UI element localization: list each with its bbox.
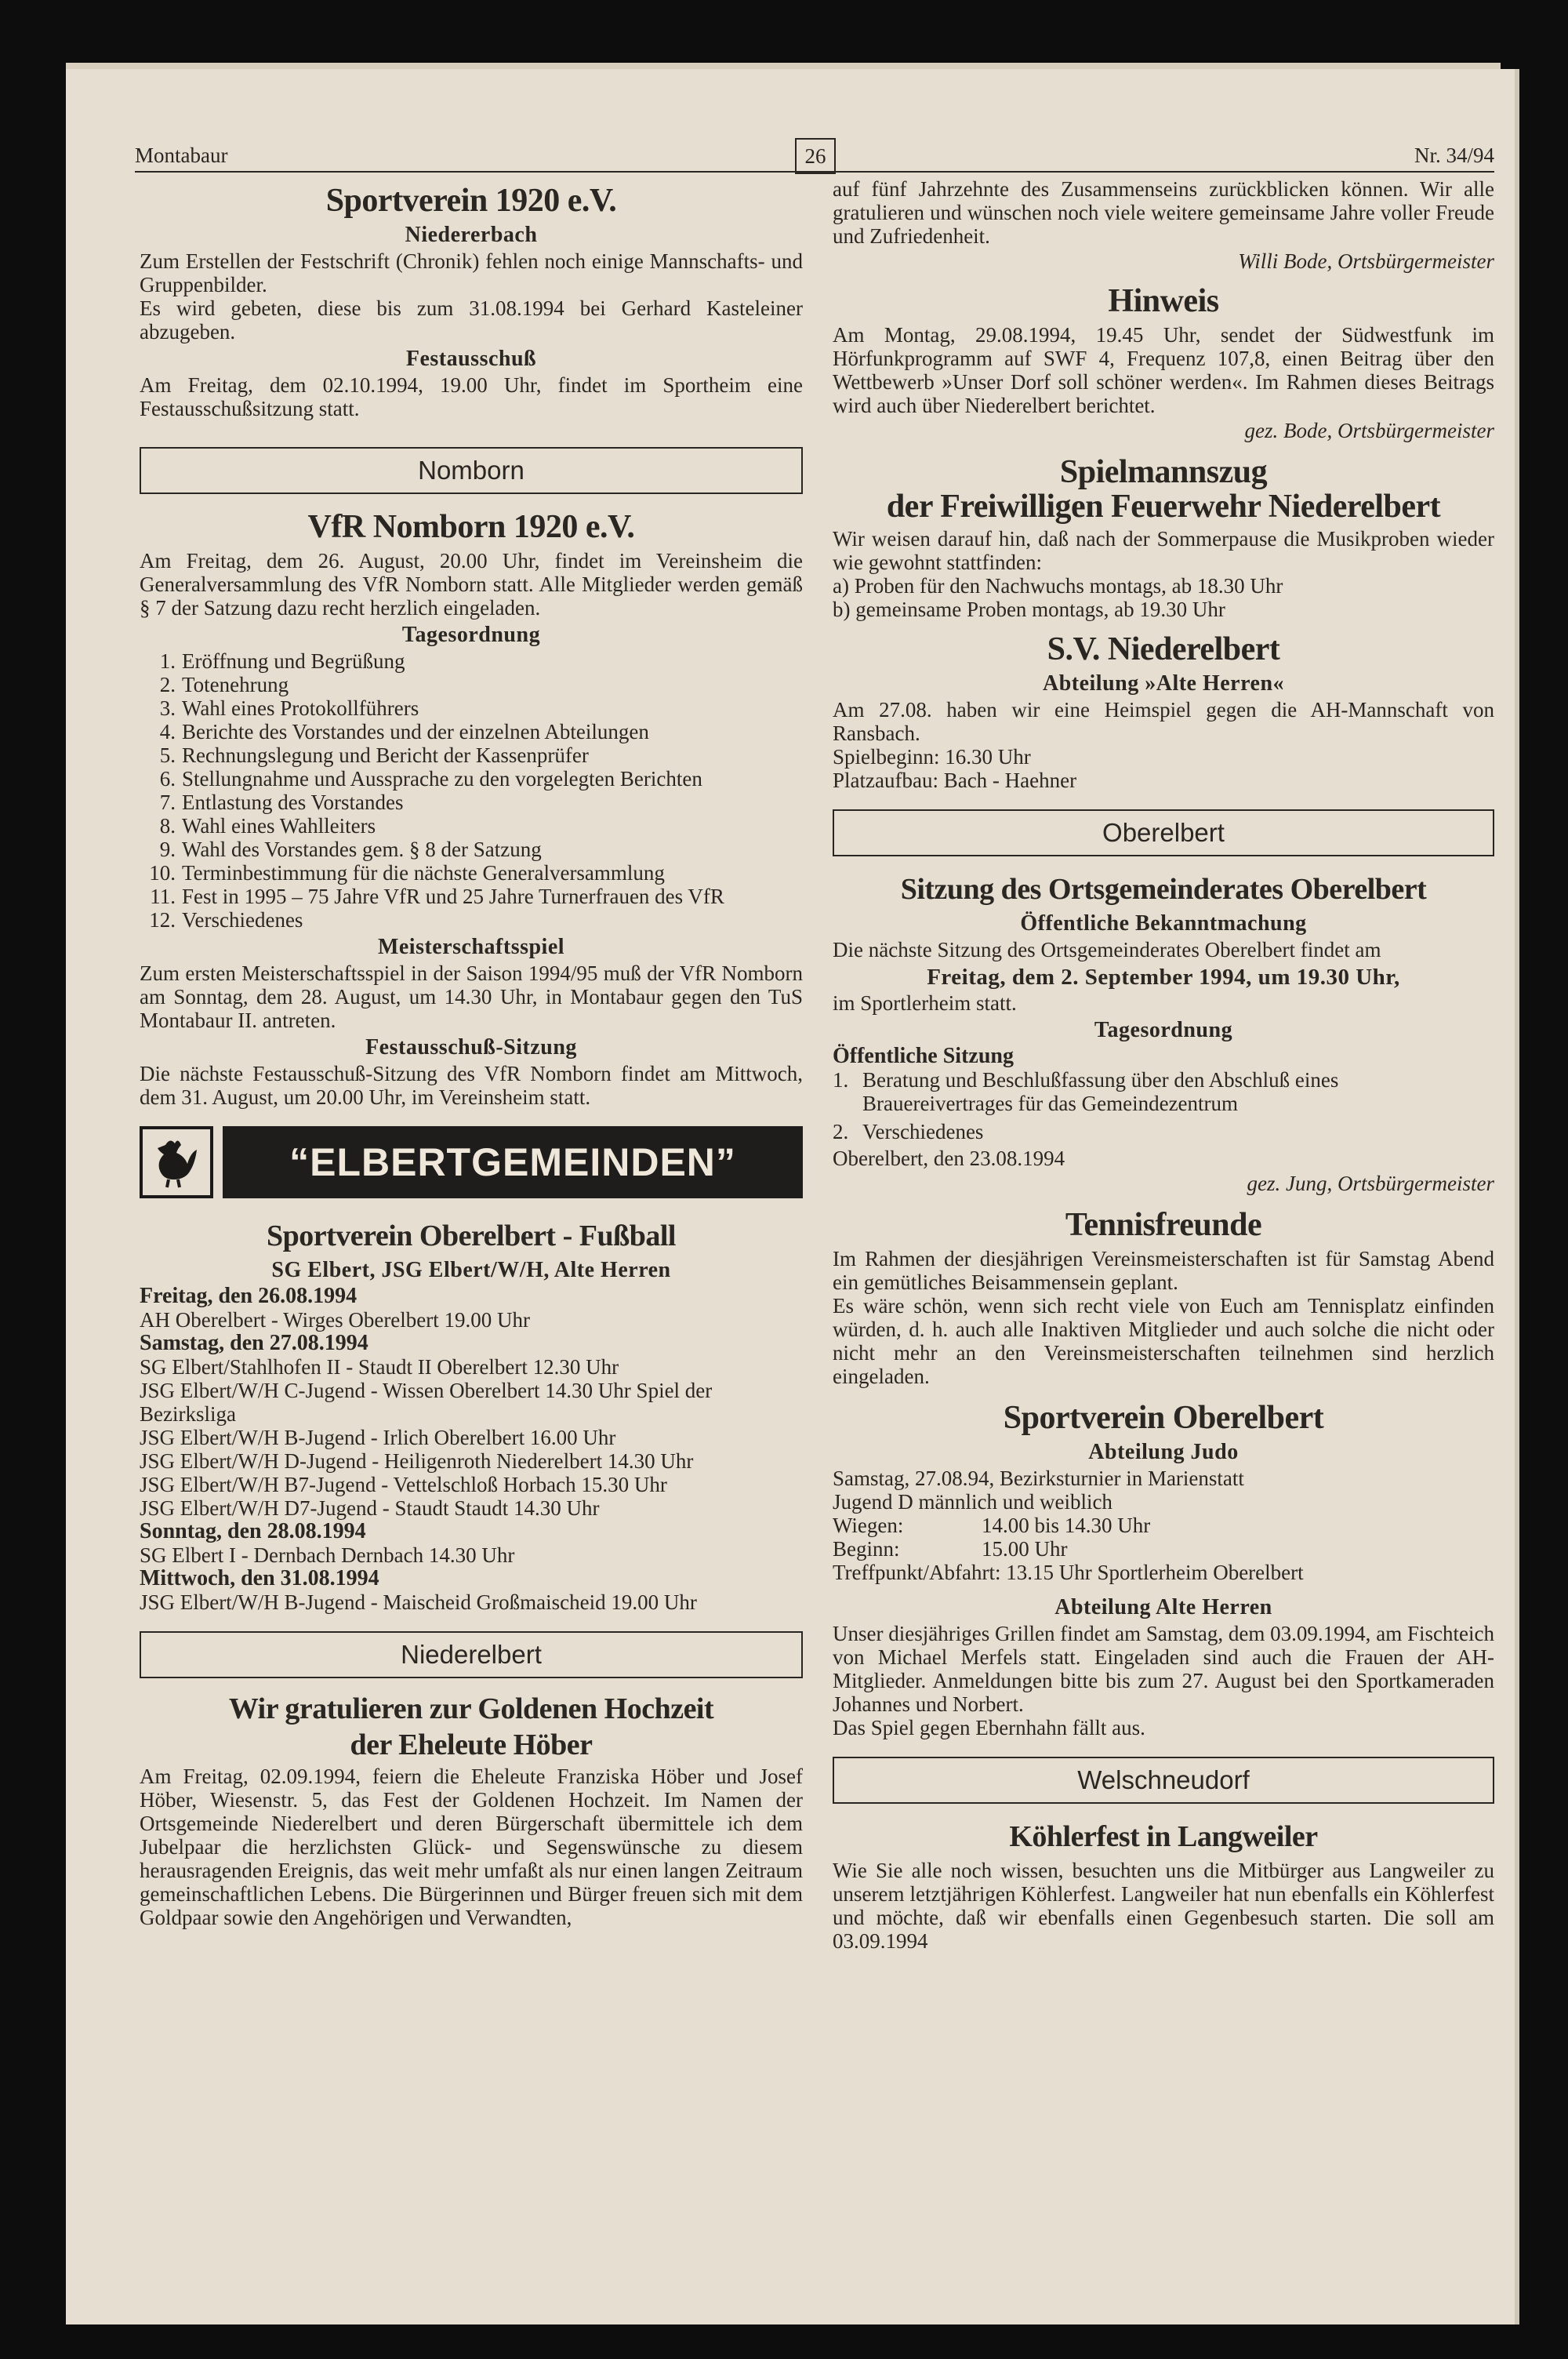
- match-list: [140, 1543, 803, 1567]
- agenda-text: Fest in 1995 – 75 Jahre VfR und 25 Jahre Turnerfrauen des VfR: [182, 885, 724, 908]
- page-number: 26: [795, 138, 836, 174]
- agenda-number: 7.: [159, 791, 176, 814]
- paragraph: Am Freitag, dem 02.10.1994, 19.00 Uhr, findet im Sportheim eine Festausschußsitzung statt.: [140, 373, 803, 420]
- list-item: Spielbeginn: 16.30 Uhr: [833, 745, 1031, 769]
- agenda-item: [140, 814, 803, 838]
- subheading-meisterschaftsspiel: Meisterschaftsspiel: [377, 935, 565, 959]
- agenda-item: [140, 720, 803, 743]
- agenda-number: 10.: [149, 861, 176, 885]
- agenda-text: Eröffnung und Begrüßung: [182, 649, 405, 673]
- subheading-festausschuss: Festausschuß: [405, 347, 537, 371]
- article-title-vfr: VfR Nomborn 1920 e.V.: [307, 509, 635, 545]
- signature: gez. Bode, Ortsbürgermeister: [1244, 419, 1494, 442]
- article-title-sv-niederelbert: S.V. Niederelbert: [1047, 631, 1280, 667]
- issue-number: Nr. 34/94: [1414, 144, 1494, 167]
- schedule-row: Beginn: 15.00 Uhr: [833, 1537, 1068, 1561]
- agenda-number: 2.: [159, 673, 176, 696]
- paragraph: auf fünf Jahrzehnte des Zusammenseins zurückblicken können. Wir alle gratulieren und wünschen noch viele weitere gemeinsame Jahre voller Freude und Zufriedenheit.: [833, 177, 1494, 248]
- page-header: [135, 143, 1494, 173]
- meeting-place: im Sportlerheim statt.: [833, 991, 1017, 1015]
- paragraph: Wir weisen darauf hin, daß nach der Sommerpause die Musikproben wieder wie gewohnt stattfinden:: [833, 527, 1494, 574]
- header-rule: [135, 171, 1494, 173]
- subheading-oeffentliche-sitzung: Öffentliche Sitzung: [833, 1044, 1014, 1068]
- agenda-list: [833, 1068, 1494, 1143]
- agenda-text: Verschiedenes: [182, 908, 303, 932]
- schedule-row: Wiegen: 14.00 bis 14.30 Uhr: [833, 1514, 1151, 1537]
- subheading-alte-herren: Abteilung Alte Herren: [1054, 1595, 1272, 1619]
- match-line: AH Oberelbert - Wirges Oberelbert 19.00 Uhr: [140, 1308, 531, 1332]
- agenda-item: [140, 838, 803, 861]
- subheading-tagesordnung: Tagesordnung: [401, 623, 541, 647]
- paragraph: Zum ersten Meisterschaftsspiel in der Saison 1994/95 muß der VfR Nomborn am Sonntag, dem 28. August, um 14.30 Uhr, in Montabaur gegen den TuS Montabaur II. antreten.: [140, 961, 803, 1032]
- paragraph: Unser diesjähriges Grillen findet am Samstag, dem 03.09.1994, am Fischteich von Michael Merfels statt. Eingeladen sind auch die Frauen der AH-Mitglieder. Anmeldungen bitte bis zum 27. August bei den Sportkameraden Johannes und Norbert.: [833, 1622, 1494, 1716]
- section-box-nomborn: Nomborn: [140, 447, 803, 494]
- banner-title: “ELBERTGEMEINDEN”: [223, 1126, 803, 1198]
- match-line: JSG Elbert/W/H C-Jugend - Wissen Oberelbert 14.30 Uhr Spiel der Bezirksliga: [140, 1379, 713, 1426]
- agenda-number: 1.: [159, 649, 176, 673]
- article-subtitle-sg-elbert: SG Elbert, JSG Elbert/W/H, Alte Herren: [271, 1258, 671, 1282]
- paragraph: Wie Sie alle noch wissen, besuchten uns die Mitbürger aus Langweiler zu unserem letztjährigen Köhlerfest. Langweiler hat nun ebenfalls ein Köhlerfest und möchte, daß wir ebenfalls einen Gegenbesuch starten. Die soll am 03.09.1994: [833, 1859, 1494, 1953]
- agenda-text: Wahl eines Wahlleiters: [182, 814, 376, 838]
- match-line: JSG Elbert/W/H B7-Jugend - Vettelschloß Horbach 15.30 Uhr: [140, 1473, 667, 1496]
- signature: Willi Bode, Ortsbürgermeister: [1238, 249, 1494, 273]
- place-date: Oberelbert, den 23.08.1994: [833, 1147, 1065, 1170]
- article-subtitle-bekanntmachung: Öffentliche Bekanntmachung: [1020, 911, 1307, 936]
- paragraph: Am Freitag, dem 26. August, 20.00 Uhr, findet im Vereinsheim die Generalversammlung des VfR Nomborn statt. Alle Mitglieder werden gemäß § 7 der Satzung dazu recht herzlich eingeladen.: [140, 549, 803, 620]
- elbertgemeinden-banner: [140, 1126, 803, 1198]
- match-line: JSG Elbert/W/H D-Jugend - Heiligenroth Niederelbert 14.30 Uhr: [140, 1449, 694, 1473]
- match-list: [140, 1308, 803, 1332]
- agenda-item: [140, 767, 803, 791]
- article-title-koehlerfest: Köhlerfest in Langweiler: [1009, 1820, 1318, 1853]
- section-box-niederelbert: Niederelbert: [140, 1631, 803, 1678]
- list-item: 1. Beratung und Beschlußfassung über den Abschluß eines Brauereivertrages für das Gemeindezentrum: [833, 1068, 1339, 1115]
- agenda-item: [140, 649, 803, 673]
- agenda-text: Stellungnahme und Aussprache zu den vorgelegten Berichten: [182, 767, 702, 791]
- paragraph: Am 27.08. haben wir eine Heimspiel gegen die AH-Mannschaft von Ransbach.: [833, 698, 1494, 745]
- subheading-tagesordnung: Tagesordnung: [1094, 1018, 1233, 1042]
- agenda-number: 5.: [159, 743, 176, 767]
- agenda-list: [140, 649, 803, 932]
- agenda-item: [140, 696, 803, 720]
- list-item: Treffpunkt/Abfahrt: 13.15 Uhr Sportlerheim Oberelbert: [833, 1561, 1304, 1584]
- paragraph: Die nächste Festausschuß-Sitzung des VfR Nomborn findet am Mittwoch, dem 31. August, um 20.00 Uhr, im Vereinsheim statt.: [140, 1062, 803, 1109]
- agenda-item: [140, 908, 803, 932]
- agenda-number: 9.: [159, 838, 176, 861]
- article-title-sv-oberelbert-judo: Sportverein Oberelbert: [1003, 1400, 1324, 1436]
- date-heading: Freitag, den 26.08.1994: [140, 1284, 358, 1308]
- list-item: a) Proben für den Nachwuchs montags, ab 18.30 Uhr: [833, 574, 1283, 598]
- paragraph: Im Rahmen der diesjährigen Vereinsmeisterschaften ist für Samstag Abend ein gemütliches Beisammensein geplant.: [833, 1247, 1494, 1294]
- paragraph: Das Spiel gegen Ebernhahn fällt aus.: [833, 1716, 1145, 1739]
- article-title-spielmannszug-1: Spielmannszug: [1059, 454, 1268, 490]
- agenda-number: 8.: [159, 814, 176, 838]
- date-heading: Samstag, den 27.08.1994: [140, 1331, 368, 1355]
- list-item: Samstag, 27.08.94, Bezirksturnier in Marienstatt: [833, 1467, 1244, 1490]
- match-list: [140, 1355, 803, 1520]
- list-item: Platzaufbau: Bach - Haehner: [833, 769, 1077, 792]
- agenda-text: Totenehrung: [182, 673, 289, 696]
- paragraph: Am Freitag, 02.09.1994, feiern die Eheleute Franziska Höber und Josef Höber, Wiesenstr. 5, das Fest der Goldenen Hochzeit. Im Namen der Ortsgemeinde Niederelbert und deren Bürgerschaft übermittele ich dem Jubelpaar die herzlichsten Glück- und Segenswünsche zu diesem herausragenden Ereignis, das weit mehr umfaßt als nur einen langen Zeitraum gemeinschaftlichen Lebens. Die Bürgerinnen und Bürger freuen sich mit dem Goldpaar sowie den Angehörigen und Verwandten,: [140, 1765, 803, 1929]
- section-box-welschneudorf: Welschneudorf: [833, 1757, 1494, 1804]
- date-heading: Sonntag, den 28.08.1994: [140, 1519, 366, 1543]
- article-title-hochzeit-1: Wir gratulieren zur Goldenen Hochzeit: [228, 1692, 714, 1725]
- agenda-number: 12.: [149, 908, 176, 932]
- list-item: Jugend D männlich und weiblich: [833, 1490, 1112, 1514]
- agenda-item: [140, 861, 803, 885]
- article-subtitle-alte-herren: Abteilung »Alte Herren«: [1042, 671, 1285, 696]
- match-line: SG Elbert I - Dernbach Dernbach 14.30 Uhr: [140, 1543, 515, 1567]
- paragraph: Es wird gebeten, diese bis zum 31.08.1994 bei Gerhard Kasteleiner abzugeben.: [140, 296, 803, 343]
- article-title-tennis: Tennisfreunde: [1065, 1207, 1262, 1243]
- article-subtitle-judo: Abteilung Judo: [1088, 1440, 1239, 1464]
- section-box-oberelbert: Oberelbert: [833, 809, 1494, 856]
- header-town: Montabaur: [135, 144, 228, 167]
- article-subtitle-niedererbach: Niedererbach: [405, 223, 538, 247]
- agenda-text: Berichte des Vorstandes und der einzelnen Abteilungen: [182, 720, 649, 743]
- article-title-sv-oberelbert: Sportverein Oberelbert - Fußball: [267, 1219, 676, 1252]
- list-item: 2. Verschiedenes: [833, 1120, 984, 1143]
- agenda-item: [140, 885, 803, 908]
- paragraph: Die nächste Sitzung des Ortsgemeinderates Oberelbert findet am: [833, 938, 1381, 961]
- match-list: [140, 1590, 803, 1614]
- agenda-text: Terminbestimmung für die nächste Generalversammlung: [182, 861, 665, 885]
- agenda-number: 6.: [159, 767, 176, 791]
- rooster-icon: [140, 1126, 213, 1198]
- agenda-text: Rechnungslegung und Bericht der Kassenprüfer: [182, 743, 589, 767]
- meeting-date: Freitag, dem 2. September 1994, um 19.30 Uhr,: [927, 965, 1400, 990]
- match-line: SG Elbert/Stahlhofen II - Staudt II Oberelbert 12.30 Uhr: [140, 1355, 619, 1379]
- right-column: [833, 177, 1494, 1953]
- match-line: JSG Elbert/W/H B-Jugend - Irlich Oberelbert 16.00 Uhr: [140, 1426, 616, 1449]
- paragraph: Zum Erstellen der Festschrift (Chronik) fehlen noch einige Mannschafts- und Gruppenbilder.: [140, 249, 803, 296]
- agenda-number: 3.: [159, 696, 176, 720]
- signature: gez. Jung, Ortsbürgermeister: [1247, 1172, 1494, 1195]
- agenda-text: Wahl des Vorstandes gem. § 8 der Satzung: [182, 838, 542, 861]
- list-item: b) gemeinsame Proben montags, ab 19.30 Uhr: [833, 598, 1225, 621]
- agenda-item: [140, 791, 803, 814]
- left-column: [140, 177, 803, 1929]
- agenda-text: Entlastung des Vorstandes: [182, 791, 404, 814]
- agenda-number: 11.: [150, 885, 176, 908]
- article-title-hochzeit-2: der Eheleute Höber: [350, 1728, 593, 1761]
- subheading-festausschuss-sitzung: Festausschuß-Sitzung: [365, 1035, 577, 1060]
- article-title-sv1920: Sportverein 1920 e.V.: [325, 183, 617, 219]
- agenda-text: Wahl eines Protokollführers: [182, 696, 419, 720]
- paragraph: Am Montag, 29.08.1994, 19.45 Uhr, sendet der Südwestfunk im Hörfunkprogramm auf SWF 4, Frequenz 107,8, einen Beitrag über den Wettbewerb »Unser Dorf soll schöner werden«. Im Rahmen dieses Beitrags wird auch über Niederelbert berichtet.: [833, 323, 1494, 417]
- article-title-spielmannszug-2: der Freiwilligen Feuerwehr Niederelbert: [886, 489, 1441, 525]
- match-line: JSG Elbert/W/H D7-Jugend - Staudt Staudt 14.30 Uhr: [140, 1496, 600, 1520]
- paragraph: Es wäre schön, wenn sich recht viele von Euch am Tennisplatz einfinden würden, d. h. auch alle Inaktiven Mitglieder und auch solche die nicht oder nicht mehr an den Vereinsmeisterschaften teilnehmen sind herzlich eingeladen.: [833, 1294, 1494, 1388]
- date-heading: Mittwoch, den 31.08.1994: [140, 1566, 379, 1590]
- agenda-item: [140, 673, 803, 696]
- agenda-item: [140, 743, 803, 767]
- match-line: JSG Elbert/W/H B-Jugend - Maischeid Großmaischeid 19.00 Uhr: [140, 1590, 697, 1614]
- article-title-hinweis: Hinweis: [1108, 283, 1219, 319]
- agenda-number: 4.: [159, 720, 176, 743]
- article-title-sitzung: Sitzung des Ortsgemeinderates Oberelbert: [900, 873, 1427, 906]
